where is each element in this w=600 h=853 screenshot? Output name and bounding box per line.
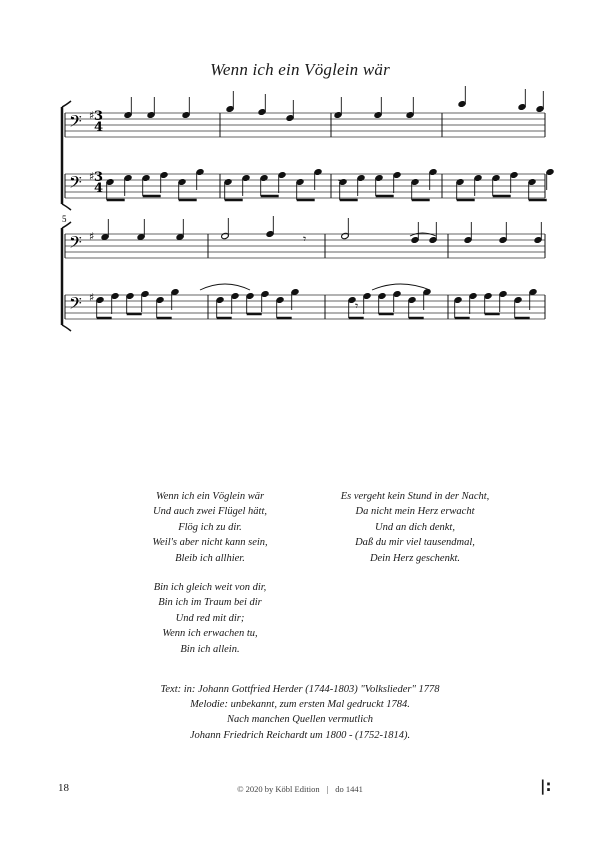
time-signature-top-1-numerator: 3	[94, 109, 104, 124]
piece-title: Wenn ich ein Vöglein wär	[210, 60, 390, 79]
bass-clef-icon: 𝄢	[69, 232, 82, 256]
catalog-number: do 1441	[335, 784, 363, 794]
poem-line: Wenn ich erwachen tu,	[162, 628, 258, 640]
poem-line: Und auch zwei Flügel hätt,	[152, 506, 268, 518]
poem-line: Weil's aber nicht kann sein,	[152, 537, 268, 549]
repeat-sign-icon: |:	[540, 777, 552, 795]
poem-line: Es vergeht kein Stund in der Nacht,	[340, 491, 490, 502]
poem-line: Und red mit dir;	[175, 612, 245, 624]
poem-line: Dein Herz geschenkt.	[369, 552, 461, 564]
footer	[0, 784, 600, 794]
sharp-icon: ♯	[89, 109, 95, 122]
copyright: © 2020 by Köbl Edition	[237, 784, 320, 794]
time-signature-bottom-1-numerator: 3	[94, 170, 104, 185]
poem-line: Wenn ich ein Vöglein wär	[155, 491, 265, 502]
credit-line: Johann Friedrich Reichardt um 1800 - (1752-1814).	[189, 729, 411, 741]
poem-line: Bleib ich allhier.	[175, 552, 245, 564]
credit-line: Nach manchen Quellen vermutlich	[226, 714, 374, 726]
notes	[96, 86, 555, 318]
rest-icon: 𝄾	[338, 175, 342, 189]
time-signature-top-1-denominator: 4	[94, 120, 104, 135]
poem-line: Und an dich denkt,	[375, 521, 455, 533]
credit-line: Text: in: Johann Gottfried Herder (1744-1803) "Volkslieder" 1778	[160, 684, 440, 695]
rest-icon: 𝄾	[303, 232, 307, 246]
clefs	[69, 109, 94, 317]
poem-line: Bin ich gleich weit von dir,	[153, 582, 267, 594]
bass-clef-icon: 𝄢	[69, 293, 82, 317]
bass-clef-icon: 𝄢	[69, 172, 82, 196]
poem-line: Daß du mir viel tausendmal,	[355, 537, 475, 549]
measure-number: 5	[62, 214, 67, 224]
sharp-icon: ♯	[89, 230, 95, 243]
sharp-icon: ♯	[89, 291, 95, 304]
rest-icon: 𝄾	[110, 175, 114, 189]
credit-line: Melodie: unbekannt, zum ersten Mal gedruckt 1784.	[190, 699, 410, 711]
bass-clef-icon: 𝄢	[69, 111, 82, 135]
poem-right-column	[325, 489, 505, 566]
poem-line: Da nicht mein Herz erwacht	[355, 506, 475, 518]
poem-left-column	[120, 489, 300, 657]
poem-line: Bin ich allein.	[180, 643, 240, 655]
rest-icon: 𝄾	[355, 299, 359, 313]
sharp-icon: ♯	[89, 170, 95, 183]
poem-line: Flög ich zu dir.	[178, 521, 242, 533]
poem-line: Bin ich im Traum bei dir	[158, 597, 262, 609]
footer-separator: |	[326, 784, 329, 794]
time-signature-bottom-1-denominator: 4	[94, 181, 104, 196]
page-number: 18	[58, 782, 69, 794]
credits	[0, 682, 600, 743]
